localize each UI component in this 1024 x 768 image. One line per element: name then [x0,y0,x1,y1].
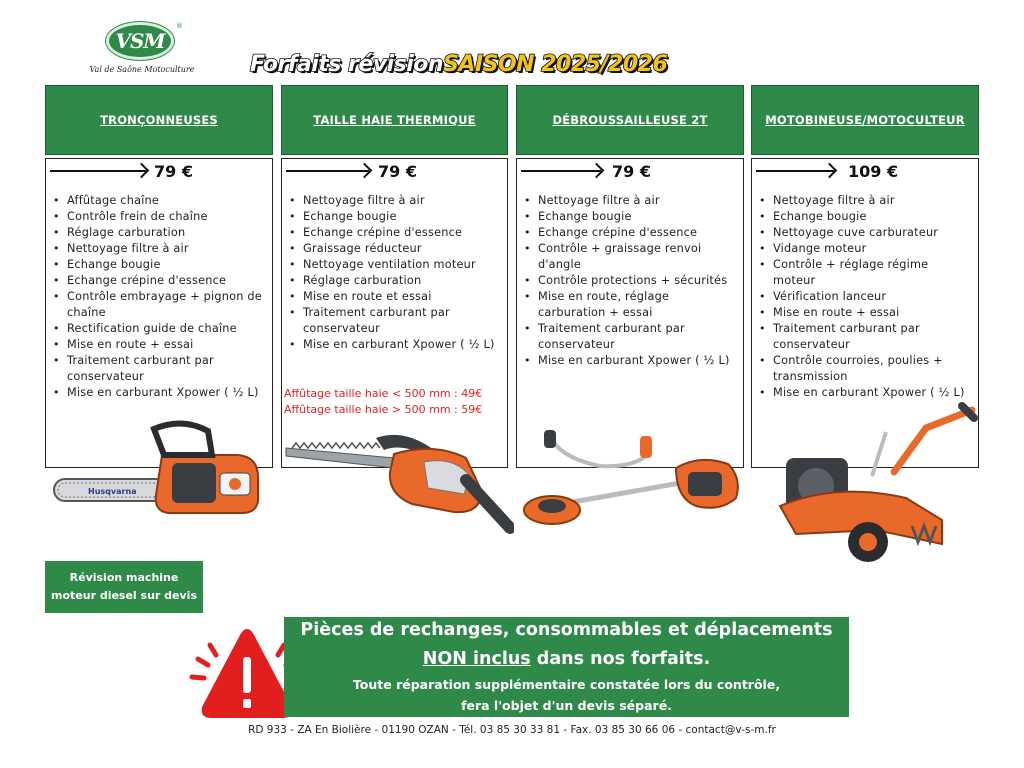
list-item: • Traitement carburant par conservateur [758,321,974,353]
list-item: • Nettoyage filtre à air [52,241,268,257]
arrow-icon [286,170,369,172]
price-row [46,162,272,182]
page-title [250,52,667,77]
price-row [282,162,507,182]
notice-line4: fera l'objet d'un devis séparé. [461,698,672,713]
affutage-note-large: Affûtage taille haie > 500 mm : 59€ [284,402,483,416]
arrow-icon [756,170,834,172]
notice-line1: Pièces de rechanges, consommables et déplacements [300,620,833,640]
list-item: • Graissage réducteur [288,241,503,257]
heading-taille-haie: TAILLE HAIE THERMIQUE [281,85,508,155]
list-item: • Contrôle + graissage renvoi d'angle [523,241,739,273]
list-item: • Vidange moteur [758,241,974,257]
list-item: • Contrôle frein de chaîne [52,209,268,225]
heading-tronconneuses: TRONÇONNEUSES [45,85,273,155]
list-item: • Mise en route, réglage carburation + essai [523,289,739,321]
price-tronconneuses: 79 € [154,162,193,181]
hedge-trimmer-image [284,432,514,534]
list-item: • Echange bougie [52,257,268,273]
list-item: • Contrôle + réglage régime moteur [758,257,974,289]
list-item: • Réglage carburation [288,273,503,289]
vsm-logo [86,22,198,80]
list-item: • Echange bougie [523,209,739,225]
heading-debroussailleuse: DÉBROUSSAILLEUSE 2T [516,85,744,155]
tiller-image [776,402,980,566]
list-item: • Echange bougie [758,209,974,225]
list-item: • Mise en carburant Xpower ( ½ L) [523,353,739,369]
arrow-icon [521,170,601,172]
price-taille-haie: 79 € [378,162,417,181]
card-taille-haie [281,158,508,468]
price-row [752,162,978,182]
list-item: • Contrôle embrayage + pignon de chaîne [52,289,268,321]
price-row [517,162,743,182]
title-part2: SAISON 2025/2026 [443,52,668,77]
list-item: • Contrôle courroies, poulies + transmission [758,353,974,385]
logo-registered: ® [176,22,183,30]
notice-line2 [284,649,849,669]
list-item: • Mise en route + essai [758,305,974,321]
notice-line2-rest: dans nos forfaits. [530,649,711,669]
affutage-notes [284,386,482,417]
list-item: • Traitement carburant par conservateur [288,305,503,337]
list-item: • Vérification lanceur [758,289,974,305]
diesel-line1: Révision machine [69,571,179,584]
list-item: • Traitement carburant par conservateur [523,321,739,353]
list-item: • Rectification guide de chaîne [52,321,268,337]
chainsaw-brand: Husqvarna [88,487,137,496]
list-item: • Mise en route et essai [288,289,503,305]
service-list [523,193,739,369]
logo-tagline: Val de Saône Motoculture [89,65,195,74]
service-list [758,193,974,401]
list-item: • Echange crépine d'essence [523,225,739,241]
heading-motobineuse: MOTOBINEUSE/MOTOCULTEUR [751,85,979,155]
list-item: • Nettoyage ventilation moteur [288,257,503,273]
diesel-line2: moteur diesel sur devis [51,589,197,602]
list-item: • Nettoyage filtre à air [523,193,739,209]
list-item: • Echange crépine d'essence [52,273,268,289]
diesel-notice [45,561,203,613]
service-list [288,193,503,353]
title-part1: Forfaits révision [250,52,444,77]
list-item: • Contrôle protections + sécurités [523,273,739,289]
pricing-notice [284,617,849,717]
price-debroussailleuse: 79 € [612,162,651,181]
list-item: • Mise en carburant Xpower ( ½ L) [758,385,974,401]
brush-cutter-image [520,428,746,528]
footer-contact: RD 933 - ZA En Biolière - 01190 OZAN - Tél. 03 85 30 33 81 - Fax. 03 85 30 66 06 - contact@v-s-m.fr [248,724,776,736]
service-list [52,193,268,401]
list-item: • Traitement carburant par conservateur [52,353,268,385]
card-debroussailleuse [516,158,744,468]
list-item: • Mise en carburant Xpower ( ½ L) [52,385,268,401]
logo-mark: VSM [106,22,174,60]
notice-non-inclus: NON inclus [422,649,531,669]
list-item: • Echange crépine d'essence [288,225,503,241]
list-item: • Nettoyage filtre à air [288,193,503,209]
notice-line3: Toute réparation supplémentaire constatée lors du contrôle, [352,677,781,692]
arrow-icon [50,170,146,172]
list-item: • Echange bougie [288,209,503,225]
list-item: • Mise en route + essai [52,337,268,353]
price-motobineuse: 109 € [848,162,899,181]
chainsaw-image [52,415,264,527]
list-item: • Nettoyage cuve carburateur [758,225,974,241]
list-item: • Nettoyage filtre à air [758,193,974,209]
affutage-note-small: Affûtage taille haie < 500 mm : 49€ [284,387,483,400]
list-item: • Affûtage chaîne [52,193,268,209]
list-item: • Mise en carburant Xpower ( ½ L) [288,337,503,353]
list-item: • Réglage carburation [52,225,268,241]
